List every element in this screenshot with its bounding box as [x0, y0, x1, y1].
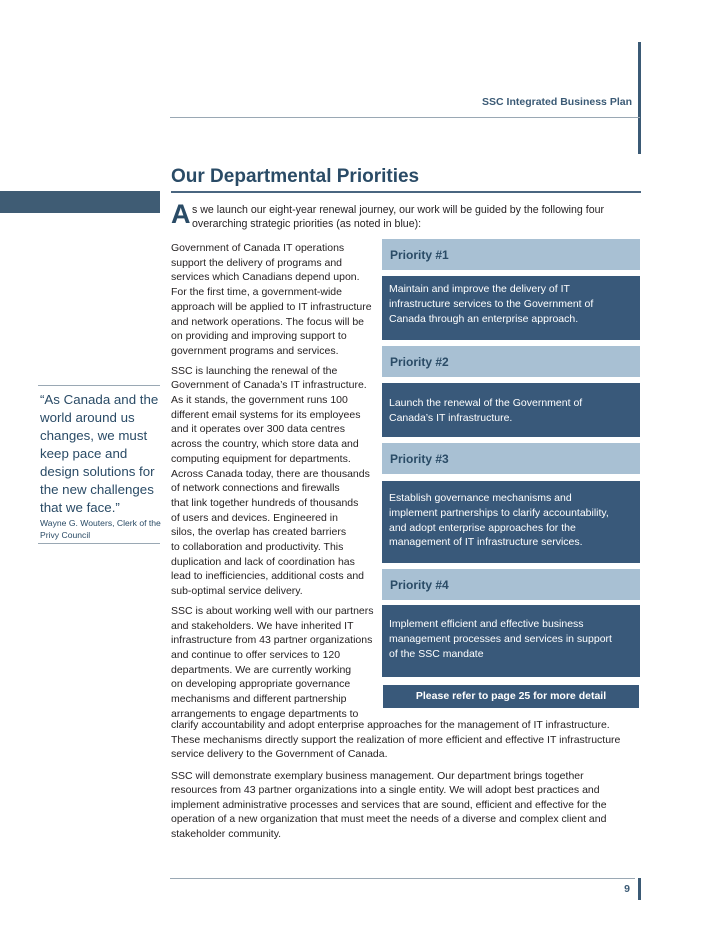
body-line: that link together hundreds of thousands — [171, 496, 359, 509]
attribution-line: Privy Council — [40, 530, 91, 540]
quote-line: “As Canada and the — [40, 392, 159, 407]
body-paragraph — [171, 604, 381, 722]
priority-2-heading: Priority #2 — [382, 346, 640, 377]
body-line: government programs and services. — [171, 344, 339, 357]
body-column-left — [171, 241, 381, 727]
body-line: on developing appropriate governance — [171, 678, 351, 691]
quote-line: keep pace and — [40, 446, 128, 461]
body-line: sub-optimal service delivery. — [171, 585, 303, 598]
priority-line: infrastructure services to the Government of — [389, 297, 594, 310]
body-line: lead to inefficiencies, additional costs and — [171, 570, 365, 583]
priority-2-body — [382, 383, 640, 437]
attribution-line: Wayne G. Wouters, Clerk of the — [40, 518, 161, 528]
quote-rule-bottom — [38, 543, 160, 544]
header-accent-bar — [638, 42, 641, 154]
body-line: implement administrative processes and services that are sound, efficient and effective for the — [171, 798, 607, 811]
priority-line: Maintain and improve the delivery of IT — [389, 283, 570, 295]
priority-line: and adopt enterprise approaches for the — [389, 521, 576, 534]
quote-attribution — [40, 517, 164, 541]
footer-rule — [170, 878, 635, 879]
body-line: of network connections and firewalls — [171, 482, 340, 495]
priority-line: Implement efficient and effective business — [389, 618, 584, 630]
body-line: mechanisms and different partnership — [171, 693, 347, 706]
priority-1-heading: Priority #1 — [382, 239, 640, 270]
page-number: 9 — [624, 883, 630, 895]
priority-4-body — [382, 605, 640, 677]
body-line: SSC is about working well with our partners — [171, 604, 374, 617]
body-line: approach will be applied to IT infrastructure — [171, 300, 372, 313]
priority-1-body — [382, 276, 640, 340]
body-line: SSC will demonstrate exemplary business management. Our department brings together — [171, 769, 584, 782]
body-line: Government of Canada’s IT infrastructure. — [171, 379, 367, 392]
quote-line: world around us — [40, 410, 135, 425]
body-paragraph — [171, 364, 381, 599]
body-line: infrastructure from 43 partner organizations — [171, 634, 373, 647]
intro-paragraph — [192, 203, 640, 231]
priority-line: Launch the renewal of the Government of — [389, 397, 583, 409]
body-line: and continue to offer services to 120 — [171, 648, 341, 661]
body-line: Government of Canada IT operations — [171, 242, 345, 254]
page-title: Our Departmental Priorities — [171, 166, 420, 187]
body-line: to collaboration and productivity. This — [171, 541, 344, 554]
priority-line: Canada through an enterprise approach. — [389, 312, 579, 325]
body-line: resources from 43 partner organizations into a single entity. We will adopt best practices and — [171, 784, 600, 796]
body-line: For the first time, a government-wide — [171, 286, 342, 299]
body-line: These mechanisms directly support the realization of more efficient and effective IT infrastructure — [171, 733, 621, 746]
body-line: across the country, which store data and — [171, 438, 359, 451]
quote-line: the new challenges — [40, 482, 154, 497]
priority-line: management processes and services in support — [389, 632, 612, 645]
body-line: on providing and improving support to — [171, 330, 347, 343]
body-line: and it operates over 300 data centres — [171, 423, 345, 436]
body-line: duplication and lack of coordination has — [171, 555, 355, 568]
left-margin-band — [0, 191, 160, 213]
body-line: silos, the overlap has created barriers — [171, 526, 347, 539]
priority-3-heading: Priority #3 — [382, 443, 640, 474]
quote-line: design solutions for — [40, 464, 155, 479]
priority-line: management of IT infrastructure services. — [389, 536, 583, 549]
drop-cap: A — [171, 199, 191, 229]
body-line: stakeholder community. — [171, 827, 282, 840]
priority-3-body — [382, 481, 640, 563]
pull-quote — [40, 391, 162, 517]
body-paragraph — [171, 718, 643, 762]
body-full-width — [171, 718, 643, 848]
body-line: of users and devices. Engineered in — [171, 511, 338, 524]
body-line: arrangements to engage departments to — [171, 707, 359, 720]
intro-line: overarching strategic priorities (as noted in blue): — [192, 218, 422, 230]
body-line: services which Canadians depend upon. — [171, 271, 360, 284]
priority-line: Establish governance mechanisms and — [389, 492, 572, 504]
refer-page-25-note: Please refer to page 25 for more detail — [382, 684, 640, 709]
header-rule — [170, 117, 640, 118]
priority-4-heading: Priority #4 — [382, 569, 640, 600]
body-paragraph — [171, 241, 381, 359]
body-line: and network operations. The focus will be — [171, 315, 364, 328]
body-line: and stakeholders. We have inherited IT — [171, 619, 354, 632]
body-line: computing equipment for departments. — [171, 452, 351, 465]
quote-rule-top — [38, 385, 160, 386]
body-line: clarify accountability and adopt enterprise approaches for the management of IT infrastructure. — [171, 719, 610, 731]
intro-line: s we launch our eight-year renewal journey, our work will be guided by the following four — [192, 204, 605, 216]
body-line: support the delivery of programs and — [171, 256, 343, 269]
body-line: SSC is launching the renewal of the — [171, 364, 338, 377]
body-line: operation of a new organization that must meet the needs of a diverse and complex client and — [171, 813, 607, 825]
footer-accent-bar — [638, 878, 641, 900]
body-line: As it stands, the government runs 100 — [171, 394, 348, 407]
priority-line: of the SSC mandate — [389, 647, 484, 660]
body-paragraph — [171, 769, 643, 842]
body-line: Across Canada today, there are thousands — [171, 467, 370, 480]
quote-line: that we face.” — [40, 500, 120, 515]
running-header: SSC Integrated Business Plan — [482, 96, 632, 108]
quote-line: changes, we must — [40, 428, 148, 443]
priority-line: implement partnerships to clarify accountability, — [389, 506, 609, 519]
priority-line: Canada’s IT infrastructure. — [389, 411, 513, 424]
body-line: service delivery to the Government of Canada. — [171, 748, 388, 760]
body-line: different email systems for its employees — [171, 408, 361, 421]
body-line: departments. We are currently working — [171, 663, 352, 676]
title-rule — [171, 191, 641, 193]
